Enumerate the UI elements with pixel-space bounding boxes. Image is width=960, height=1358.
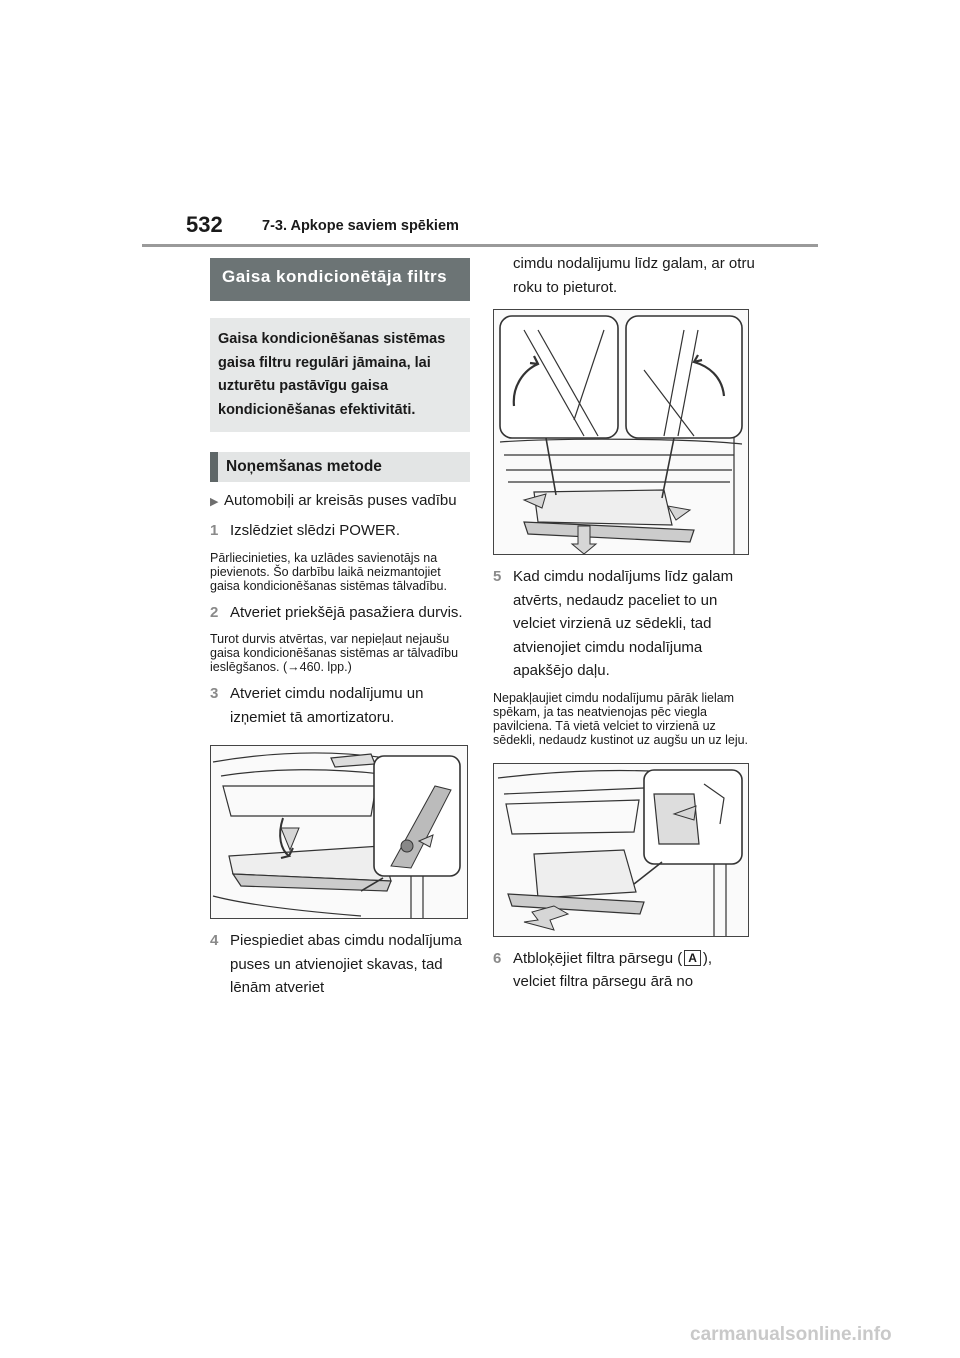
left-column [210, 258, 470, 1000]
step-4 [210, 929, 470, 1000]
note-1: Pārliecinieties, ka uzlādes savienotājs na pievienots. Šo darbību laikā neizmantojiet gaisa kondicionēšanas sistēmas tālvadību. [210, 550, 447, 593]
subheading: Noņemšanas metode [210, 452, 470, 482]
step-1 [210, 519, 470, 543]
bullet-item [210, 490, 470, 513]
step-text: Piespiediet abas cimdu nodalījuma puses un atvienojiet skavas, tad lēnām atveriet [230, 932, 462, 996]
glovebox-detach-illustration [494, 764, 748, 936]
step-text-before: Atbloķējiet filtra pārsegu ( [513, 949, 683, 967]
bullet-text: Automobiļi ar kreisās puses vadību [224, 492, 457, 509]
step-text: Atveriet cimdu nodalījumu un izņemiet tā amortizatoru. [230, 685, 424, 726]
figure-glovebox-damper [210, 745, 468, 919]
glovebox-damper-illustration [211, 746, 467, 918]
step-number: 4 [210, 932, 219, 949]
step-text: cimdu nodalījumu līdz galam, ar otru roku to pieturot. [513, 255, 755, 296]
page-number: 532 [186, 212, 223, 237]
step-text: Izslēdziet slēdzi POWER. [230, 522, 401, 539]
step-3 [210, 682, 470, 729]
callout-label-a: A [684, 950, 701, 966]
triangle-bullet-icon: ▶ [210, 496, 219, 508]
step-2 [210, 601, 470, 625]
figure-glovebox-detach [493, 763, 749, 937]
section-title: Gaisa kondicionētāja filtrs [210, 258, 470, 301]
step-text: Atveriet priekšējā pasažiera durvis. [230, 603, 463, 621]
watermark: carmanualsonline.info [690, 1324, 892, 1345]
figure-glovebox-clips [493, 309, 749, 555]
step-6 [493, 947, 755, 994]
step-text-after: ), velciet filtra pārsegu ārā no [513, 949, 713, 990]
header-rule [142, 244, 818, 247]
glovebox-clips-illustration [494, 310, 748, 554]
step-5 [493, 565, 755, 683]
step-4-continued [493, 252, 755, 299]
right-column [493, 252, 755, 994]
step-text: Kad cimdu nodalījums līdz galam atvērts, nedaudz paceliet to un velciet virzienā uz sēdekli, tad atvienojiet cimdu nodalījuma apakšējo daļu. [513, 568, 734, 679]
note-2: Turot durvis atvērtas, var nepieļaut nejaušu gaisa kondicionēšanas sistēmas ar tālvadību ieslēgšanos. (→460. lpp.) [210, 632, 459, 674]
step-number: 3 [210, 685, 219, 702]
note-3: Nepakļaujiet cimdu nodalījumu pārāk lielam spēkam, ja tas neatvienojas pēc viegla pavilciena. Tā vietā velciet to virzienā uz sēdekli, nedaudz kustinot uz augšu un uz leju. [493, 690, 749, 747]
chapter-title: 7-3. Apkope saviem spēkiem [262, 218, 459, 234]
intro-text: Gaisa kondicionēšanas sistēmas gaisa filtru regulāri jāmaina, lai uzturētu pastāvīgu gaisa kondicionēšanas efektivitāti. [210, 318, 470, 432]
step-number: 6 [493, 949, 502, 967]
step-number: 5 [493, 568, 502, 585]
step-number: 2 [210, 603, 219, 621]
step-number: 1 [210, 522, 219, 539]
